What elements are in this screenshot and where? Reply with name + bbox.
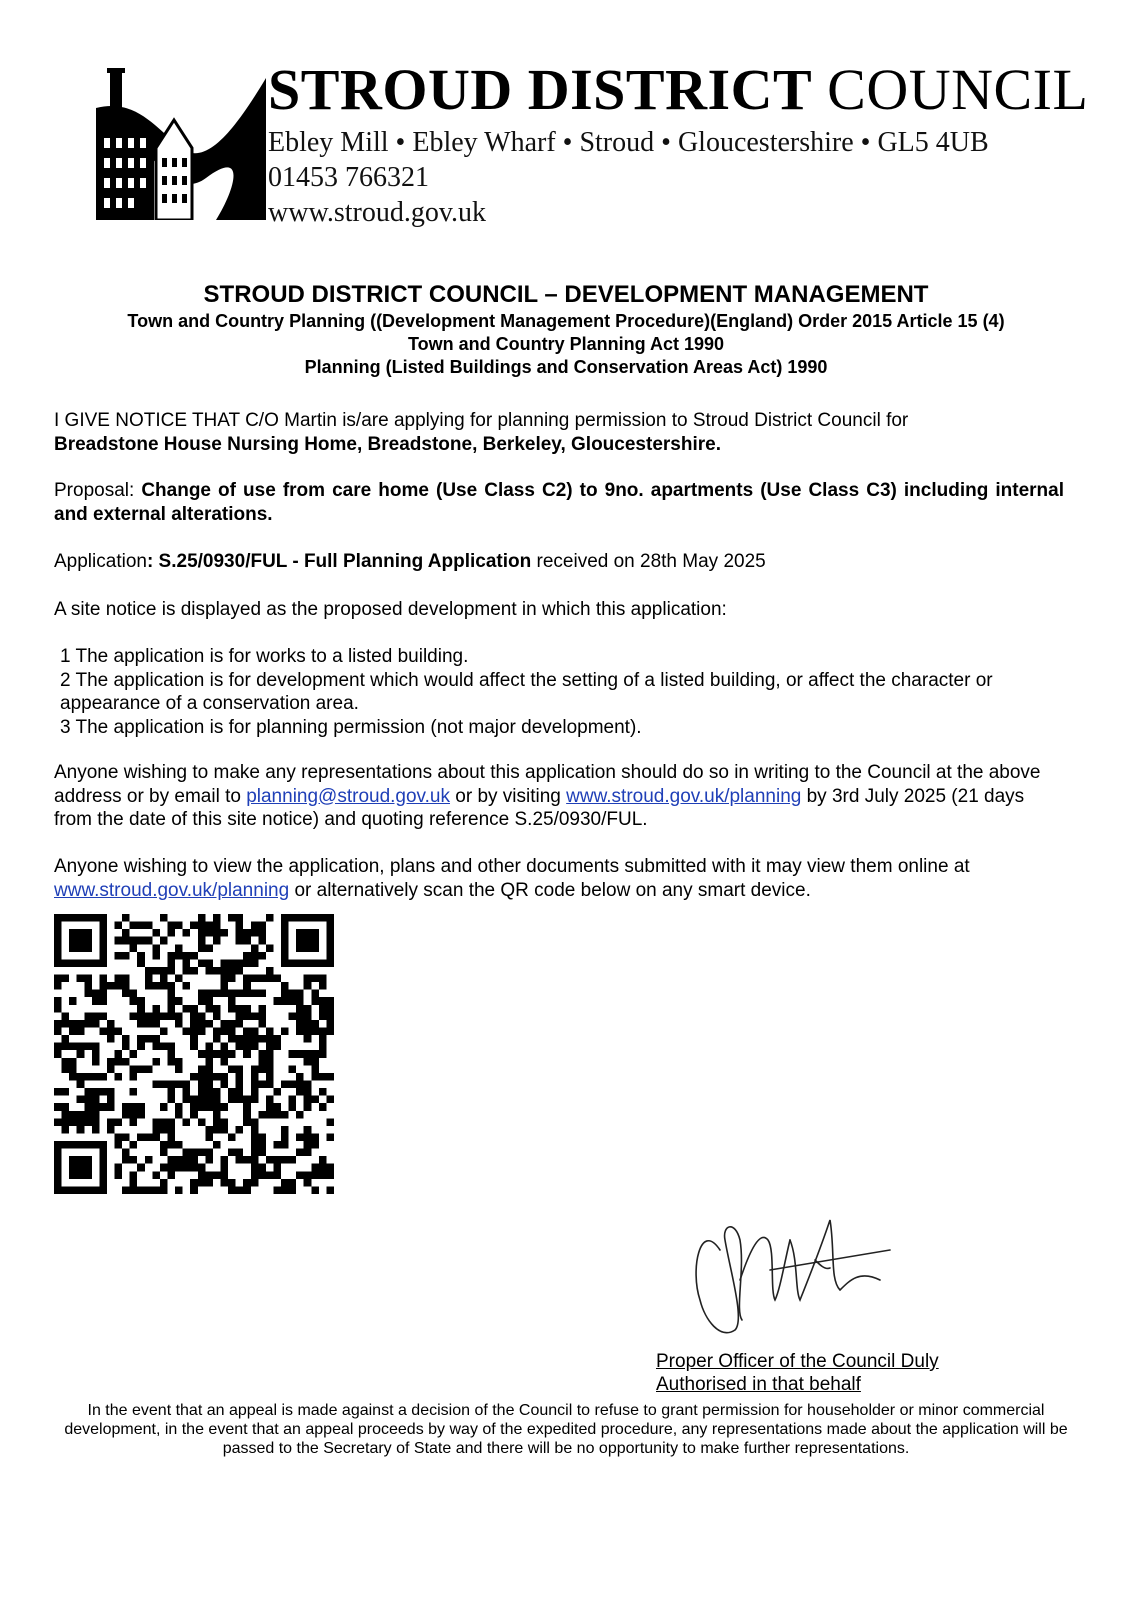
list-item: 2 The application is for development which would affect the setting of a listed building, or affect the character or appearance of a conservation area.	[60, 669, 993, 714]
view-text: Anyone wishing to view the application, plans and other documents submitted with it may view them online at	[54, 856, 970, 877]
council-website: www.stroud.gov.uk	[268, 197, 487, 228]
officer-line-2: Authorised in that behalf	[656, 1374, 861, 1395]
list-item: 1 The application is for works to a listed building.	[60, 646, 469, 667]
representations-text: by 3rd July 2025 (21 days from the date of this site notice) and quoting reference S.25/0930/FUL.	[54, 785, 1025, 830]
council-phone: 01453 766321	[268, 162, 429, 193]
appeal-footer: In the event that an appeal is made against a decision of the Council to refuse to grant permission for householder or minor commercial development, in the event that an appeal proceeds by way of the expedited procedure, any representations made about the application will be passed to the Secretary of State and there will be no opportunity to make further representations.	[64, 1402, 1068, 1457]
application-label: Application	[54, 551, 147, 572]
email-link[interactable]: planning@stroud.gov.uk	[246, 785, 450, 807]
qr-code-icon[interactable]	[54, 914, 334, 1194]
proposal-text: Change of use from care home (Use Class C2) to 9no. apartments (Use Class C3) including internal and external alterations.	[54, 480, 1065, 525]
list-item: 3 The application is for planning permission (not major development).	[60, 716, 642, 738]
application-received: received on 28th May 2025	[531, 551, 766, 572]
legislation-line-3: Planning (Listed Buildings and Conservation Areas Act) 1990	[304, 357, 828, 377]
legislation-line-2: Town and Country Planning Act 1990	[407, 334, 725, 354]
site-address: Breadstone House Nursing Home, Breadstone, Berkeley, Gloucestershire.	[54, 433, 721, 455]
application-reference: : S.25/0930/FUL - Full Planning Application	[146, 551, 532, 572]
council-name: STROUD DISTRICT COUNCIL	[268, 57, 1089, 122]
officer-line-1: Proper Officer of the Council Duly	[656, 1351, 939, 1372]
notice-titles	[40, 280, 1092, 379]
letterhead	[96, 57, 1089, 228]
representations-text: or by visiting	[450, 785, 567, 807]
site-notice-intro: A site notice is displayed as the proposed development in which this application:	[54, 599, 727, 620]
representations	[54, 761, 1064, 832]
proposal	[54, 479, 1064, 526]
council-address: Ebley Mill • Ebley Wharf • Stroud • Gloucestershire • GL5 4UB	[268, 127, 989, 158]
application	[54, 550, 1064, 574]
notice-intro	[54, 409, 1064, 456]
signature-icon	[680, 1210, 900, 1350]
representations-text: Anyone wishing to make any representations about this application should do so in writing to the Council at the above address or by email to	[54, 762, 1041, 807]
council-logo-icon	[96, 68, 266, 220]
view-application	[54, 855, 1064, 902]
planning-link[interactable]: www.stroud.gov.uk/planning	[566, 785, 802, 807]
proposal-label: Proposal:	[54, 480, 142, 501]
officer-signature-block	[656, 1350, 939, 1396]
site-notice-list	[54, 645, 1064, 739]
notice-intro-text: I GIVE NOTICE THAT C/O Martin is/are applying for planning permission to Stroud District Council for	[54, 410, 909, 431]
planning-link[interactable]: www.stroud.gov.uk/planning	[54, 879, 290, 901]
page-title: STROUD DISTRICT COUNCIL – DEVELOPMENT MANAGEMENT	[203, 281, 929, 308]
view-text: or alternatively scan the QR code below on any smart device.	[289, 879, 811, 901]
legislation-line-1: Town and Country Planning ((Development Management Procedure)(England) Order 2015 Article 15 (4)	[127, 311, 1005, 331]
